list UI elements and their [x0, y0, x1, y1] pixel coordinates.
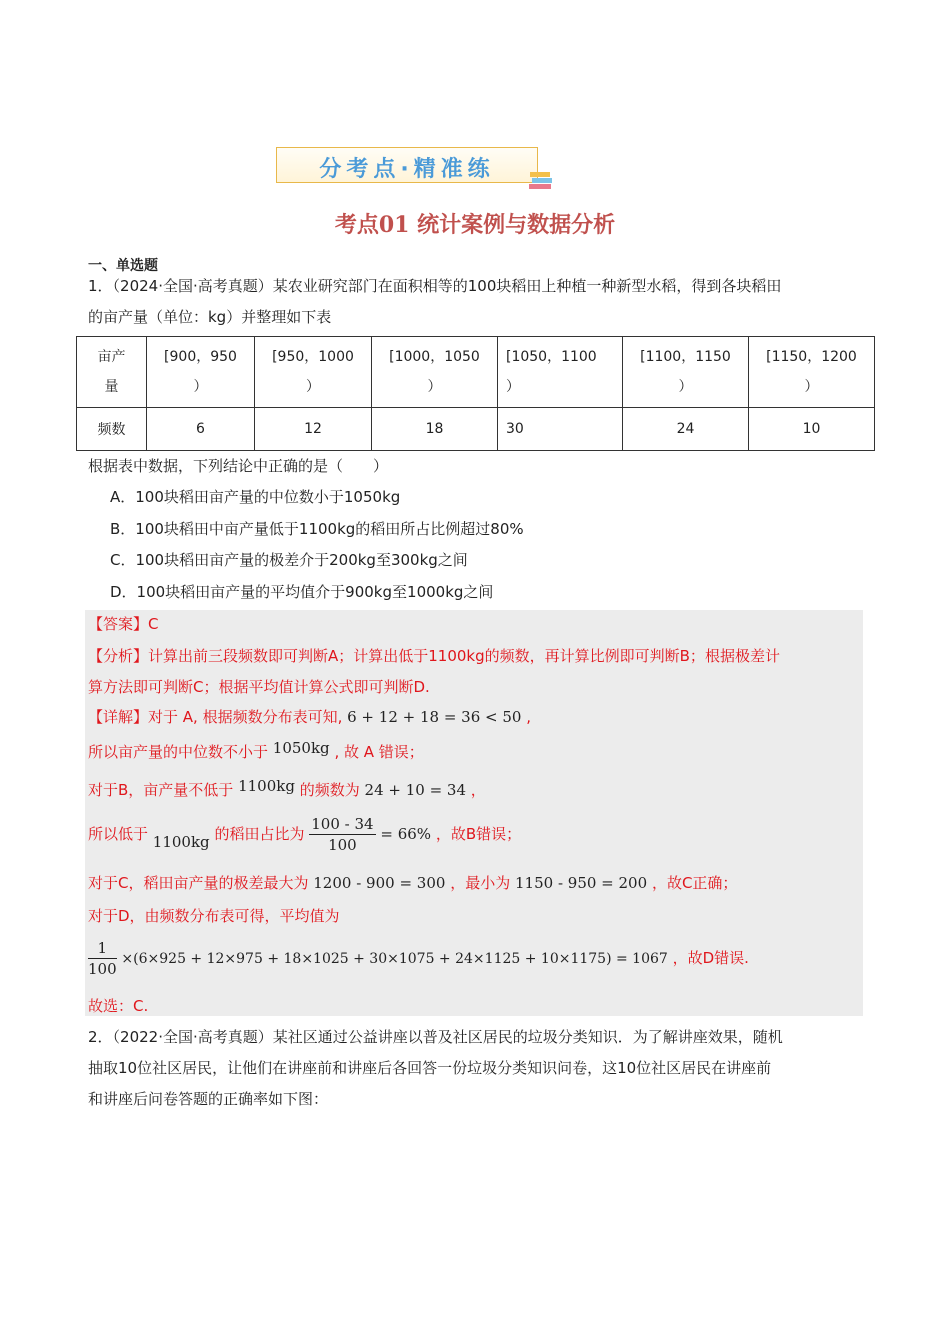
q2-stem-line3: 和讲座后问卷答题的正确率如下图：: [88, 1090, 329, 1108]
q1-question: 根据表中数据，下列结论中正确的是（ ）: [88, 457, 389, 475]
fraction: $\frac{1}{100}$: [88, 939, 117, 978]
table-row: [77, 337, 875, 408]
detail-a-line2: 所以亩产量的中位数不小于 1050kg , 故 A 错误；: [88, 739, 424, 761]
detail-d-line2: $\frac{1}{100}$ ×(6×925 + 12×975 + 18×1025 + 30×1075 + 24×1125 + 10×1175) = 1067 ，故D错误.: [88, 939, 749, 978]
table-cell: [900，950 ）: [147, 337, 255, 408]
option-b: B．100块稻田中亩产量低于1100kg的稻田所占比例超过80%: [110, 520, 524, 538]
section-heading: 一、单选题: [88, 258, 158, 274]
math-expression: 1100kg: [152, 833, 210, 851]
table-cell: 30: [498, 408, 623, 451]
table-cell: 12: [255, 408, 372, 451]
table-header-cell: 亩产量: [77, 337, 147, 408]
page-title: 考点01 统计案例与数据分析: [334, 212, 616, 238]
conclusion-line: 故选：C.: [88, 997, 149, 1015]
table-cell: [1150，1200 ）: [749, 337, 875, 408]
analysis-line1: 【分析】计算出前三段频数即可判断A；计算出低于1100kg的频数，再计算比例即可判断B；根据极差计: [88, 647, 780, 665]
option-d: D．100块稻田亩产量的平均值介于900kg至1000kg之间: [110, 583, 494, 601]
table-cell: 6: [147, 408, 255, 451]
option-c: C．100块稻田亩产量的极差介于200kg至300kg之间: [110, 551, 468, 569]
table-cell: [1100，1150 ）: [623, 337, 749, 408]
math-expression: 1150 - 950 = 200: [515, 874, 648, 892]
section-banner: [276, 147, 538, 183]
q2-stem-line1: 2．（2022·全国·高考真题）某社区通过公益讲座以普及社区居民的垃圾分类知识．为了解讲座效果，随机: [88, 1028, 783, 1046]
math-expression: 1050kg: [272, 739, 330, 757]
table-header-cell: 频数: [77, 408, 147, 451]
frequency-table: [76, 336, 875, 451]
math-expression: 6 + 12 + 18 = 36 < 50: [347, 708, 522, 726]
table-cell: 24: [623, 408, 749, 451]
answer-line: 【答案】C: [88, 615, 159, 633]
fraction: $\frac{100 - 34}{100}$: [311, 815, 374, 854]
table-cell: [1050，1100 ）: [498, 337, 623, 408]
q1-stem-line2: 的亩产量（单位：kg）并整理如下表: [88, 308, 332, 326]
math-expression: 1200 - 900 = 300: [313, 874, 446, 892]
option-a: A．100块稻田亩产量的中位数小于1050kg: [110, 488, 401, 506]
banner-text: 分考点·精准练: [319, 157, 495, 182]
books-icon: [528, 170, 554, 190]
table-cell: [1000，1050 ）: [372, 337, 498, 408]
table-row: [77, 408, 875, 451]
detail-a-line1: 【详解】对于 A, 根据频数分布表可知, 6 + 12 + 18 = 36 < 50 ,: [88, 708, 531, 726]
detail-b-line2: 所以低于 1100kg 的稻田占比为 $\frac{100 - 34}{100}$ = 66% ，故B错误；: [88, 815, 522, 854]
detail-c-line: 对于C，稻田亩产量的极差最大为 1200 - 900 = 300 ，最小为 1150 - 950 = 200 ，故C正确；: [88, 874, 738, 892]
math-expression: 1100kg: [238, 777, 295, 795]
math-expression: ×(6×925 + 12×975 + 18×1025 + 30×1075 + 24×1125 + 10×1175) = 1067: [121, 951, 668, 967]
detail-b-line1: 对于B，亩产量不低于 1100kg 的频数为 24 + 10 = 34 ，: [88, 777, 486, 799]
analysis-line2: 算方法即可判断C；根据平均值计算公式即可判断D.: [88, 678, 430, 696]
q2-stem-line2: 抽取10位社区居民，让他们在讲座前和讲座后各回答一份垃圾分类知识问卷，这10位社区居民在讲座前: [88, 1059, 772, 1077]
q1-stem-line1: 1．（2024·全国·高考真题）某农业研究部门在面积相等的100块稻田上种植一种新型水稻，得到各块稻田: [88, 277, 782, 295]
table-cell: 10: [749, 408, 875, 451]
table-cell: [950，1000 ）: [255, 337, 372, 408]
math-expression: 24 + 10 = 34: [364, 781, 467, 799]
table-cell: 18: [372, 408, 498, 451]
math-expression: = 66%: [380, 825, 432, 843]
detail-d-line1: 对于D，由频数分布表可得，平均值为: [88, 907, 340, 925]
